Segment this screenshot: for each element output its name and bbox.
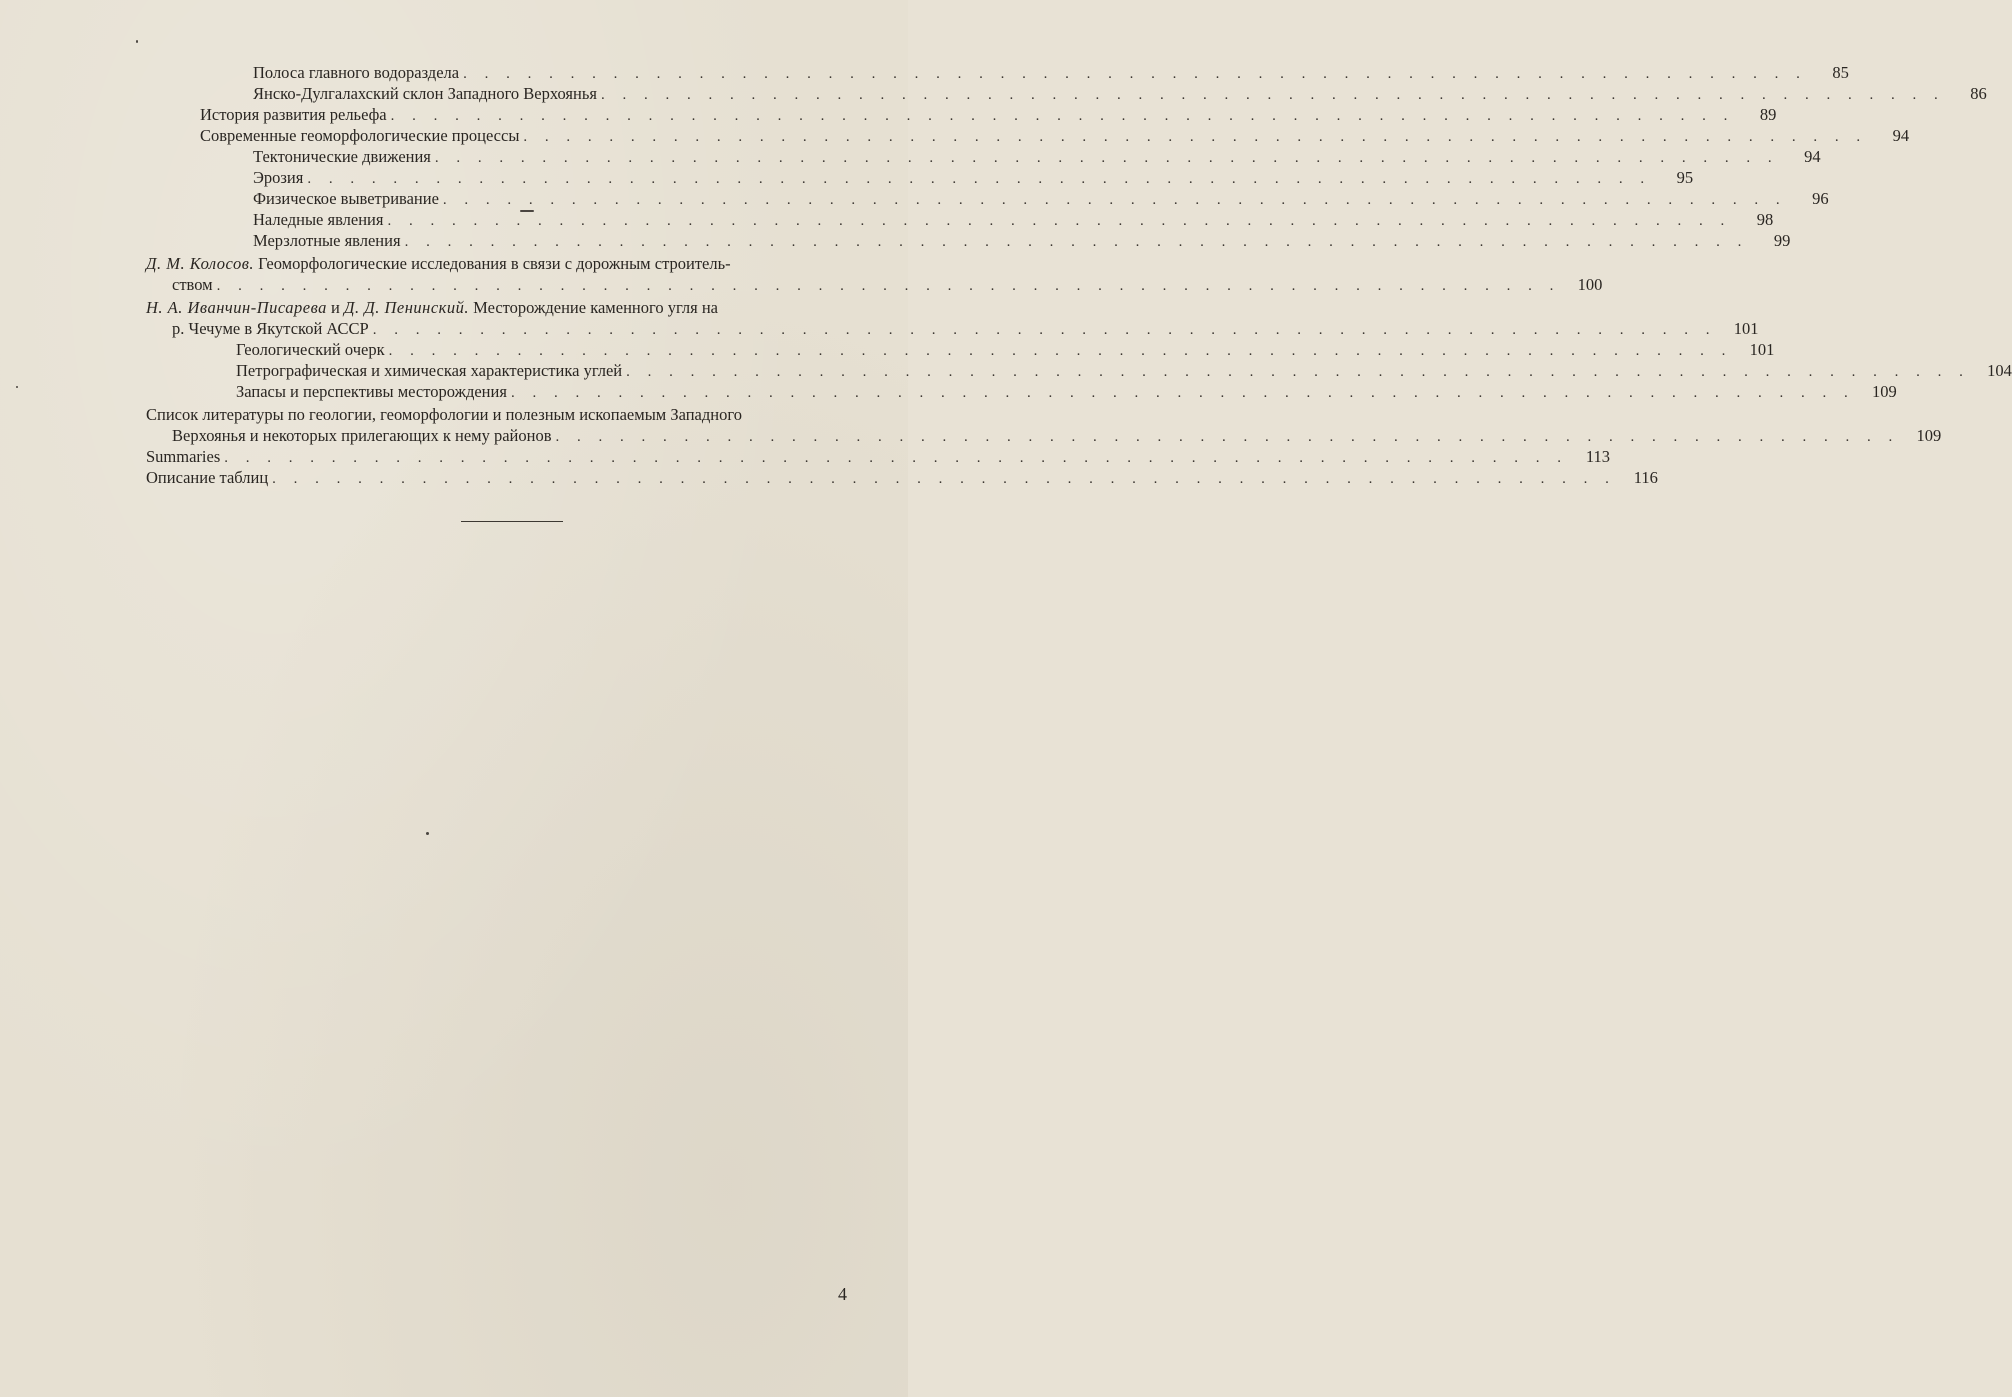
toc-entry[interactable]	[146, 467, 1658, 488]
toc-entry[interactable]	[146, 446, 1610, 467]
dot-leader: . . . . . . . . . . . . . . . . . . . . . . . . . . . . . . . . . . . . . . . . . . . . . . . . . . . . . . . . . . . . . . .	[442, 192, 1787, 208]
toc-entry-page: 113	[1585, 447, 1610, 466]
article-author: Д. Д. Пенинский.	[343, 298, 470, 317]
toc-entry-title: Наледные явления	[253, 210, 384, 229]
toc-entry-title: Описание таблиц	[146, 468, 269, 487]
dot-leader: . . . . . . . . . . . . . . . . . . . . . . . . . . . . . . . . . . . . . . . . . . . . . . . . . . . . . . . . . . . . . . .	[510, 385, 1855, 401]
dot-leader: . . . . . . . . . . . . . . . . . . . . . . . . . . . . . . . . . . . . . . . . . . . . . . . . . . . . . . . . . . . . . . .	[372, 322, 1717, 338]
toc-entry[interactable]	[146, 83, 1987, 104]
author-conjunction: и	[331, 298, 340, 317]
article-title-line2: ством	[172, 275, 213, 294]
toc-entry[interactable]	[146, 167, 1694, 188]
toc-entry-page: 94	[1804, 147, 1821, 166]
dot-leader: . . . . . . . . . . . . . . . . . . . . . . . . . . . . . . . . . . . . . . . . . . . . . . . . . . . . . . . . . . . . . . .	[434, 150, 1779, 166]
toc-entry-page: 116	[1633, 468, 1658, 487]
toc-article-ivanchin[interactable]	[146, 297, 875, 318]
toc-entry[interactable]	[146, 125, 1910, 146]
toc-entry-title: Запасы и перспективы месторождения	[236, 382, 507, 401]
literature-title-line1: Список литературы по геологии, геоморфологии и полезным ископаемым Западного	[146, 405, 742, 424]
paper-speck	[426, 832, 429, 835]
dot-leader: . . . . . . . . . . . . . . . . . . . . . . . . . . . . . . . . . . . . . . . . . . . . . . . . . . . . . . . . . . . . . . .	[600, 87, 1945, 103]
toc-entry[interactable]	[146, 230, 1791, 251]
article-author: Н. А. Иванчин-Писарева	[146, 298, 327, 317]
toc-entry-title: Физическое выветривание	[253, 189, 439, 208]
section-divider-rule	[461, 521, 563, 522]
dot-leader: . . . . . . . . . . . . . . . . . . . . . . . . . . . . . . . . . . . . . . . . . . . . . . . . . . . . . . . . . . . . . . .	[404, 234, 1749, 250]
toc-entry-title: История развития рельефа	[200, 105, 387, 124]
dot-leader: . . . . . . . . . . . . . . . . . . . . . . . . . . . . . . . . . . . . . . . . . . . . . . . . . . . . . . . . . . . . . . .	[523, 129, 1868, 145]
dot-leader: . . . . . . . . . . . . . . . . . . . . . . . . . . . . . . . . . . . . . . . . . . . . . . . . . . . . . . . . . . . . . . .	[307, 171, 1652, 187]
toc-entry-page: 109	[1916, 426, 1942, 445]
toc-entry[interactable]	[146, 62, 1849, 83]
toc-entry-title: Геологический очерк	[236, 340, 385, 359]
dot-leader: . . . . . . . . . . . . . . . . . . . . . . . . . . . . . . . . . . . . . . . . . . . . . . . . . . . . . . . . . . . . . . .	[387, 213, 1732, 229]
dot-leader: . . . . . . . . . . . . . . . . . . . . . . . . . . . . . . . . . . . . . . . . . . . . . . . . . . . . . . . . . . . . . . .	[224, 450, 1568, 466]
toc-entry-title: Тектонические движения	[253, 147, 431, 166]
toc-entry[interactable]	[146, 209, 1774, 230]
dot-leader: . . . . . . . . . . . . . . . . . . . . . . . . . . . . . . . . . . . . . . . . . . . . . . . . . . . . . . . . . . . . . . .	[626, 364, 1970, 380]
toc-entry-page: 85	[1832, 63, 1849, 82]
toc-entry-page: 100	[1577, 275, 1603, 294]
toc-entry[interactable]	[146, 381, 1897, 402]
toc-entry-continuation[interactable]	[146, 274, 1603, 295]
toc-entry[interactable]	[146, 188, 1829, 209]
article-title-line2: р. Чечуме в Якутской АССР	[172, 319, 369, 338]
toc-literature[interactable]	[146, 404, 875, 425]
paper-speck	[136, 40, 138, 43]
toc-entry-page: 101	[1749, 340, 1775, 359]
toc-entry[interactable]	[146, 339, 1775, 360]
toc-entry[interactable]	[146, 104, 1777, 125]
toc-entry-title: Янско-Дулгалахский склон Западного Верхоянья	[253, 84, 597, 103]
dot-leader: . . . . . . . . . . . . . . . . . . . . . . . . . . . . . . . . . . . . . . . . . . . . . . . . . . . . . . . . . . . . . . .	[463, 66, 1807, 82]
paper-speck	[520, 210, 534, 212]
toc-entry-title: Петрографическая и химическая характеристика углей	[236, 361, 623, 380]
toc-entry[interactable]	[146, 360, 2012, 381]
article-title-line1: Месторождение каменного угля на	[473, 298, 718, 317]
dot-leader: . . . . . . . . . . . . . . . . . . . . . . . . . . . . . . . . . . . . . . . . . . . . . . . . . . . . . . . . . . . . . . .	[216, 278, 1561, 294]
toc-entry-page: 99	[1773, 231, 1791, 250]
toc-entry-title: Полоса главного водораздела	[253, 63, 460, 82]
dot-leader: . . . . . . . . . . . . . . . . . . . . . . . . . . . . . . . . . . . . . . . . . . . . . . . . . . . . . . . . . . . . . . .	[388, 343, 1733, 359]
toc-entry-title: Summaries	[146, 447, 221, 466]
table-of-contents	[146, 62, 2012, 488]
toc-entry-continuation[interactable]	[146, 425, 1942, 446]
paper-speck	[16, 386, 18, 388]
dot-leader: . . . . . . . . . . . . . . . . . . . . . . . . . . . . . . . . . . . . . . . . . . . . . . . . . . . . . . . . . . . . . . .	[272, 471, 1616, 487]
toc-entry-continuation[interactable]	[146, 318, 1759, 339]
toc-entry-page: 98	[1756, 210, 1774, 229]
toc-entry-title: Мерзлотные явления	[253, 231, 401, 250]
article-author: Д. М. Колосов.	[146, 254, 255, 273]
toc-entry[interactable]	[146, 146, 1821, 167]
toc-entry-page: 101	[1733, 319, 1759, 338]
toc-entry-title: Современные геоморфологические процессы	[200, 126, 520, 145]
toc-entry-page: 89	[1759, 105, 1777, 124]
toc-entry-page: 104	[1987, 361, 2012, 380]
article-title-line1: Геоморфологические исследования в связи с дорожным строитель-	[258, 254, 731, 273]
toc-entry-page: 109	[1871, 382, 1897, 401]
toc-entry-page: 95	[1676, 168, 1694, 187]
literature-title-line2: Верхоянья и некоторых прилегающих к нему районов	[172, 426, 552, 445]
toc-entry-page: 86	[1970, 84, 1987, 103]
dot-leader: . . . . . . . . . . . . . . . . . . . . . . . . . . . . . . . . . . . . . . . . . . . . . . . . . . . . . . . . . . . . . . .	[390, 108, 1735, 124]
page-number: 4	[838, 1284, 847, 1304]
toc-entry-page: 94	[1892, 126, 1910, 145]
toc-entry-page: 96	[1812, 189, 1829, 208]
dot-leader: . . . . . . . . . . . . . . . . . . . . . . . . . . . . . . . . . . . . . . . . . . . . . . . . . . . . . . . . . . . . . . .	[555, 429, 1900, 445]
toc-article-kolosov[interactable]	[146, 253, 875, 274]
toc-entry-title: Эрозия	[253, 168, 304, 187]
